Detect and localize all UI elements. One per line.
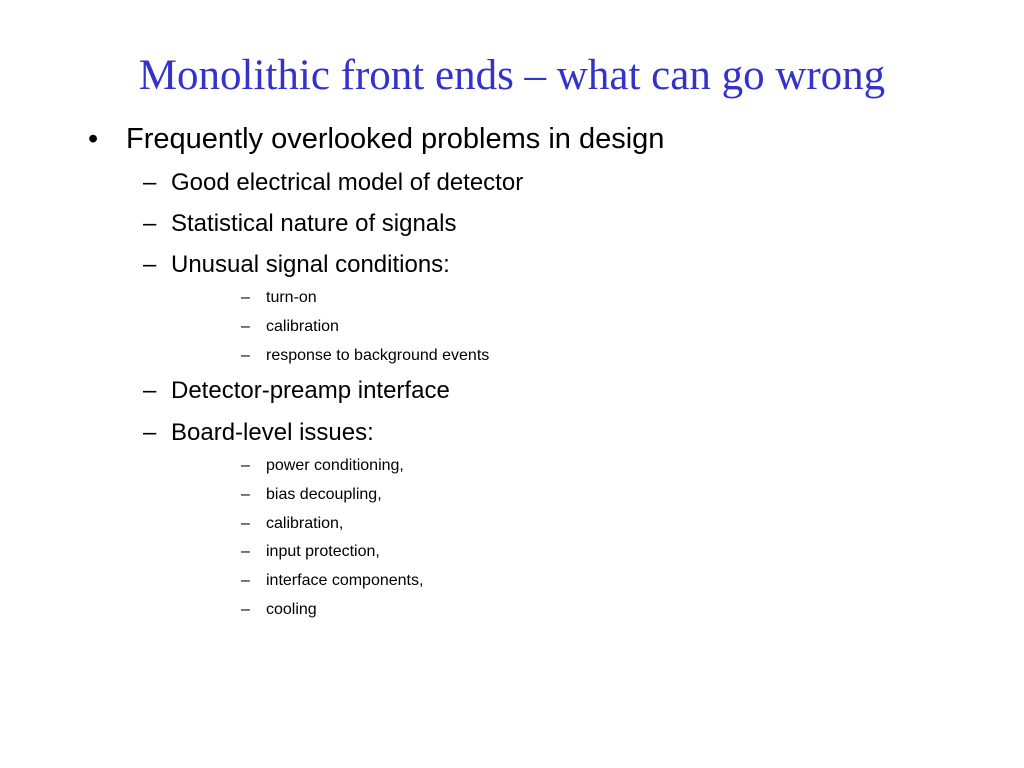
bullet-text: calibration [266,318,339,335]
dash-marker: – [241,347,250,364]
dash-marker: – [241,457,250,474]
bullet-item-level3 [241,456,404,476]
bullet-text: power conditioning, [266,457,404,474]
bullet-text: response to background events [266,347,490,364]
bullet-item-level2 [143,251,450,279]
bullet-item-level2 [143,377,450,405]
dash-marker: – [241,289,250,306]
dash-marker: – [143,169,157,196]
bullet-item-level3 [241,542,380,562]
bullet-text: Good electrical model of detector [171,169,524,196]
bullet-text: Board-level issues: [171,419,374,446]
dash-marker: – [143,377,157,404]
bullet-item-level3 [241,514,344,534]
dash-marker: – [241,601,250,618]
dash-marker: – [241,486,250,503]
slide-title: Monolithic front ends – what can go wrong [138,52,886,99]
bullet-text: Detector-preamp interface [171,377,450,404]
bullet-text: bias decoupling, [266,486,382,503]
dash-marker: – [241,543,250,560]
bullet-item-level3 [241,571,424,591]
dash-marker: – [241,572,250,589]
bullet-item-level2 [143,169,524,197]
bullet-marker: • [88,123,99,155]
bullet-text: cooling [266,601,317,618]
dash-marker: – [241,318,250,335]
bullet-text: Statistical nature of signals [171,210,457,237]
bullet-item-level1 [88,122,665,156]
bullet-item-level3 [241,317,339,337]
bullet-text: Frequently overlooked problems in design [126,123,665,155]
bullet-item-level3 [241,288,317,308]
bullet-item-level2 [143,419,374,447]
bullet-text: Unusual signal conditions: [171,251,450,278]
bullet-text: interface components, [266,572,424,589]
dash-marker: – [241,515,250,532]
dash-marker: – [143,419,157,446]
bullet-item-level3 [241,346,490,366]
dash-marker: – [143,210,157,237]
bullet-text: calibration, [266,515,344,532]
bullet-text: input protection, [266,543,380,560]
bullet-item-level3 [241,600,317,620]
dash-marker: – [143,251,157,278]
bullet-item-level2 [143,210,457,238]
bullet-text: turn-on [266,289,317,306]
bullet-item-level3 [241,485,382,505]
